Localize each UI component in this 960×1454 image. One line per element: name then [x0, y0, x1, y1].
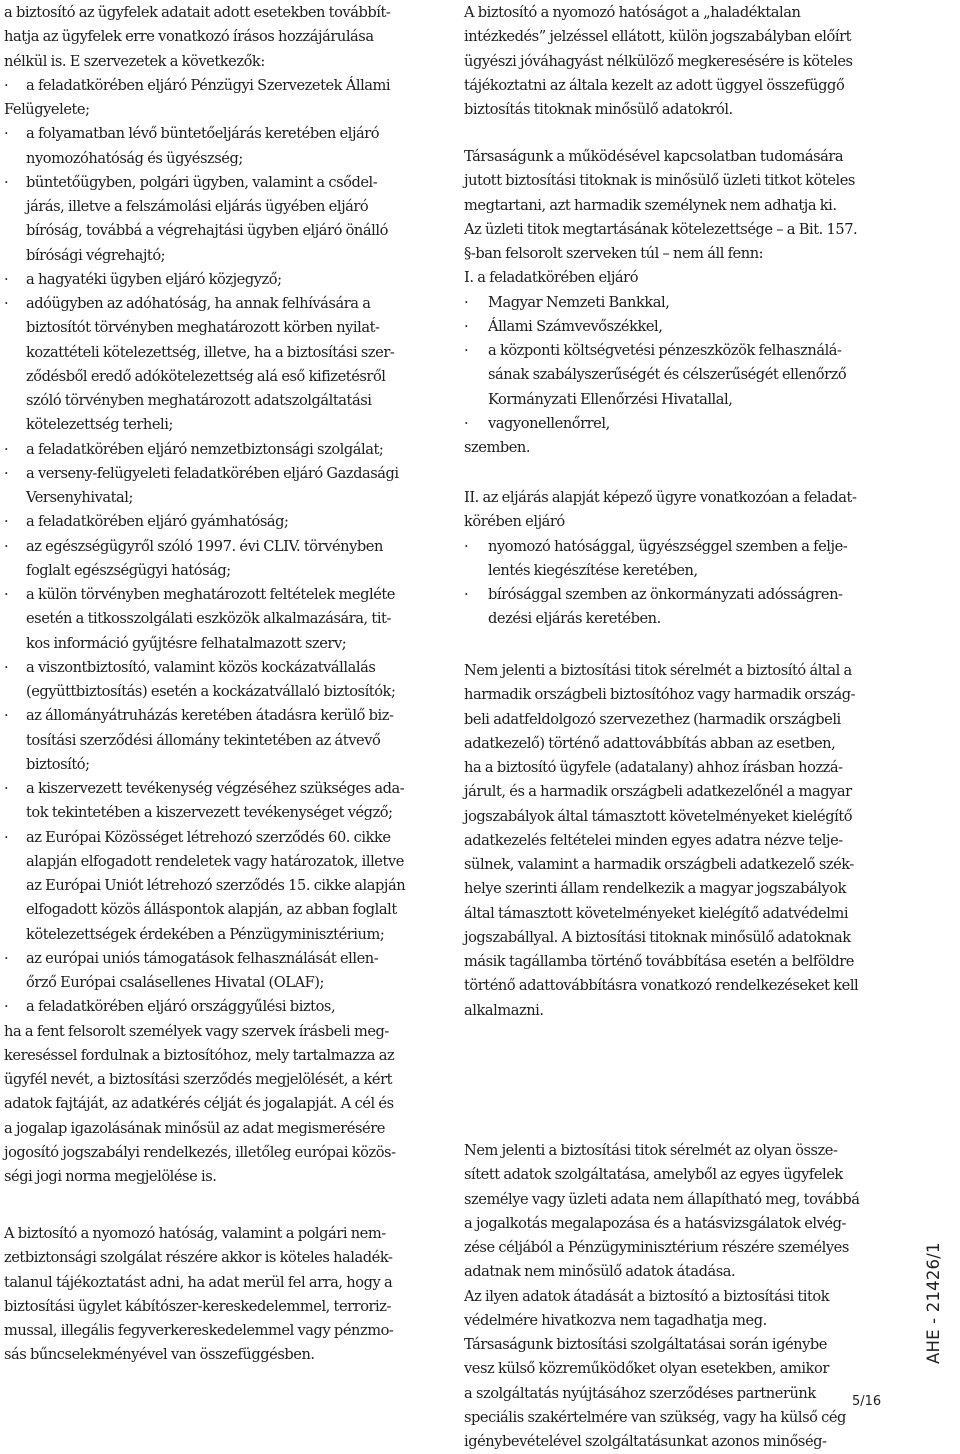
page-number: 5/16	[852, 1394, 882, 1409]
right-line: adatkezelés feltételei minden egyes adatra nézve telje-	[464, 831, 843, 849]
right-line: zése céljából a Pénzügyminisztérium részére személyes	[464, 1239, 849, 1256]
document-code: AHE - 21426/1	[924, 1242, 943, 1364]
right-line: személye vagy üzleti adata nem állapítható meg, továbbá	[464, 1190, 860, 1208]
left-line: Felügyelete;	[4, 101, 90, 118]
right-line: adatnak nem minősülő adatok átadása.	[464, 1263, 736, 1281]
right-line: Nem jelenti a biztosítási titok sérelmét a biztosító által a	[464, 662, 852, 679]
left-line: biztosító;	[26, 755, 90, 773]
right-line: helye szerinti állam rendelkezik a magyar jogszabályok	[464, 880, 847, 898]
right-line: II. az eljárás alapját képező ügyre vonatkozóan a feladat-	[464, 489, 857, 506]
right-line: §-ban felsorolt szerveken túl – nem áll fenn:	[464, 245, 764, 262]
right-line: járult, és a harmadik országbeli adatkezelőnél a magyar	[464, 783, 852, 801]
left-line: sás bűncselekményével van összefüggésben.	[4, 1346, 315, 1364]
left-line: · a feladatkörében eljáró nemzetbiztonsági szolgálat;	[4, 438, 383, 462]
left-line: zetbiztonsági szolgálat részére akkor is köteles haladék-	[4, 1249, 393, 1267]
right-line: védelmére hivatkozva nem tagadhatja meg.	[464, 1311, 767, 1329]
left-line: bíróság, továbbá a végrehajtási ügyben eljáró önálló	[26, 222, 388, 240]
left-line: · a feladatkörében eljáró gyámhatóság;	[4, 510, 288, 534]
right-line: másik tagállamba történő továbbítása esetén a belföldre	[464, 953, 854, 970]
right-line: Nem jelenti a biztosítási titok sérelmét az olyan össze-	[464, 1142, 838, 1159]
left-line: ügyfél nevét, a biztosítási szerződés megjelölését, a kért	[4, 1071, 393, 1088]
left-line: · büntetőügyben, polgári ügyben, valamint a csődel-	[4, 171, 377, 195]
right-line: történő adattovábbításra vonatkozó rendelkezéseket kell	[464, 977, 859, 995]
left-line: · a folyamatban lévő büntetőeljárás keretében eljáró	[4, 122, 379, 146]
right-line: sülnek, valamint a harmadik országbeli adatkezelő szék-	[464, 856, 854, 873]
left-line: foglalt egészségügyi hatóság;	[26, 561, 231, 579]
left-line: (együttbiztosítás) esetén a kockázatvállaló biztosítók;	[26, 683, 396, 700]
left-line: hatja az ügyfelek erre vonatkozó írásos hozzájárulása	[4, 28, 374, 46]
right-line: igénybevételével szolgáltatásunkat azonos minőség-	[464, 1433, 827, 1450]
left-line: a jogalap igazolásának minősül az adat megismerésére	[4, 1119, 385, 1137]
right-line: jutott biztosítási titoknak is minősülő üzleti titkot köteles	[464, 172, 855, 190]
right-line: · bírósággal szemben az önkormányzati adósságren-	[464, 583, 843, 607]
left-line: szóló törvényben meghatározott adatszolgáltatási	[26, 392, 372, 409]
right-line: beli adatfeldolgozó szervezethez (harmadik országbeli	[464, 710, 841, 728]
left-line: tok tekintetében a kiszervezett tevékenységet végző;	[26, 804, 393, 822]
right-line: speciális szakértelmére van szükség, vagy ha külső cég	[464, 1408, 846, 1426]
left-line: tosítási szerződési állomány tekintetében az átvevő	[26, 731, 381, 749]
left-line: a biztosító az ügyfelek adatait adott esetekben továbbít-	[4, 4, 391, 21]
right-line: · Magyar Nemzeti Bankkal,	[464, 291, 669, 315]
left-line: · az európai uniós támogatások felhasználását ellen-	[4, 947, 378, 971]
left-line: ségi jogi norma megjelölése is.	[4, 1168, 217, 1185]
right-line: jogszabályok által támasztott követelményeket kielégítő	[464, 807, 853, 825]
left-line: őrző Európai csalásellenes Hivatal (OLAF);	[26, 974, 324, 991]
right-line: Társaságunk a működésével kapcsolatban tudomására	[464, 148, 844, 165]
right-line: által támasztott követelményeket kielégítő adatvédelmi	[464, 904, 849, 922]
left-line: · az Európai Közösséget létrehozó szerződés 60. cikke	[4, 826, 391, 850]
left-line: biztosítási ügylet kábítószer-kereskedelemmel, terroriz-	[4, 1297, 391, 1315]
left-line: esetén a titkosszolgálati eszközök alkalmazására, tit-	[26, 610, 391, 628]
right-line: · Állami Számvevőszékkel,	[464, 315, 662, 339]
left-line: bírósági végrehajtó;	[26, 246, 166, 264]
left-line: · a hagyatéki ügyben eljáró közjegyző;	[4, 268, 282, 292]
left-line: kozattételi kötelezettség, illetve, ha a biztosítási szer-	[26, 343, 395, 361]
left-line: jogosító jogszabályi rendelkezés, illetőleg európai közös-	[4, 1143, 396, 1161]
right-line: jogszabállyal. A biztosítási titoknak minősülő adatoknak	[464, 928, 851, 946]
right-line: sített adatok szolgáltatása, amelyből az egyes ügyfelek	[464, 1166, 843, 1184]
right-line: · a központi költségvetési pénzeszközök felhasználá-	[464, 339, 842, 363]
left-line: adatok fajtáját, az adatkérés célját és jogalapját. A cél és	[4, 1095, 394, 1113]
right-line: ha a biztosító ügyfele (adatalany) ahhoz írásban hozzá-	[464, 759, 843, 776]
right-line: a szolgáltatás nyújtásához szerződéses partnerünk	[464, 1384, 816, 1402]
left-line: · a viszontbiztosító, valamint közös kockázatvállalás	[4, 656, 375, 680]
right-line: · vagyonellenőrrel,	[464, 412, 610, 436]
right-line: dezési eljárás keretében.	[488, 610, 661, 628]
left-line: ha a fent felsorolt személyek vagy szervek írásbeli meg-	[4, 1022, 389, 1040]
left-line: · az állományátruházás keretében átadásra kerülő biz-	[4, 704, 393, 728]
left-line: · a feladatkörében eljáró országgyűlési biztos,	[4, 995, 335, 1019]
left-line: · a verseny-felügyeleti feladatkörében eljáró Gazdasági	[4, 462, 399, 486]
right-line: a jogalkotás megalapozása és a hatásvizsgálatok elvég-	[464, 1214, 846, 1232]
left-line: · adóügyben az adóhatóság, ha annak felhívására a	[4, 292, 370, 316]
left-line: elfogadott közös álláspontok alapján, az abban foglalt	[26, 901, 397, 919]
right-line: adatkezelő) történő adattovábbítás abban az esetben,	[464, 734, 836, 752]
right-line: Társaságunk biztosítási szolgáltatásai során igénybe	[464, 1336, 827, 1353]
left-line: kötelezettség terheli;	[26, 416, 173, 434]
right-line: ügyészi jóváhagyást nélkülöző megkeresésére is köteles	[464, 52, 853, 70]
right-line: szemben.	[464, 439, 531, 456]
right-line: intézkedés” jelzéssel ellátott, külön jogszabályban előírt	[464, 28, 852, 46]
right-line: I. a feladatkörében eljáró	[464, 269, 639, 287]
left-line: mussal, illegális fegyverkereskedelemmel vagy pénzmo-	[4, 1322, 394, 1339]
right-line: A biztosító a nyomozó hatóságot a „haladéktalan	[464, 4, 801, 21]
left-line: talanul tájékoztatást adni, ha adat merül fel arra, hogy a	[4, 1273, 393, 1291]
right-line: vesz külső közreműködőket olyan esetekben, amikor	[464, 1360, 829, 1378]
left-line: kötelezettségek érdekében a Pénzügyminisztérium;	[26, 925, 385, 943]
left-line: kereséssel fordulnak a biztosítóhoz, mely tartalmazza az	[4, 1046, 395, 1064]
right-line: tájékoztatni az általa kezelt az adott üggyel összefüggő	[464, 76, 845, 94]
left-line: nélkül is. E szervezetek a következők:	[4, 52, 265, 70]
left-line: kos információ gyűjtésre felhatalmazott szerv;	[26, 634, 347, 652]
left-line: · a külön törvényben meghatározott feltételek megléte	[4, 583, 395, 607]
right-line: harmadik országbeli biztosítóhoz vagy harmadik ország-	[464, 686, 856, 704]
right-line: · nyomozó hatósággal, ügyészséggel szemben a felje-	[464, 535, 847, 559]
right-line: körében eljáró	[464, 513, 565, 531]
left-line: ződésből eredő adókötelezettség alá eső kifizetésről	[26, 367, 386, 385]
right-line: megtartani, azt harmadik személynek nem adhatja ki.	[464, 196, 837, 214]
right-line: lentés kiegészítése keretében,	[488, 561, 698, 579]
left-line: nyomozóhatóság és ügyészség;	[26, 149, 243, 167]
right-line: Kormányzati Ellenőrzési Hivatallal,	[488, 390, 733, 408]
left-line: · az egészségügyről szóló 1997. évi CLIV. törvényben	[4, 535, 383, 559]
left-line: · a kiszervezett tevékenység végzéséhez szükséges ada-	[4, 777, 404, 801]
left-line: járás, illetve a felszámolási eljárás ügyében eljáró	[26, 198, 369, 215]
right-line: Az ilyen adatok átadását a biztosító a biztosítási titok	[464, 1287, 830, 1305]
right-line: biztosítás titoknak minősülő adatokról.	[464, 101, 733, 118]
left-line: Versenyhivatal;	[26, 489, 133, 506]
right-line: sának szabályszerűségét és célszerűségét ellenőrző	[488, 366, 847, 384]
right-line: Az üzleti titok megtartásának kötelezettsége – a Bit. 157.	[464, 220, 858, 238]
left-line: · a feladatkörében eljáró Pénzügyi Szervezetek Állami	[4, 74, 390, 98]
right-line: alkalmazni.	[464, 1001, 544, 1019]
left-line: A biztosító a nyomozó hatóság, valamint a polgári nem-	[4, 1225, 386, 1242]
left-line: biztosítót törvényben meghatározott körben nyilat-	[26, 319, 380, 337]
left-line: alapján elfogadott rendeletek vagy határozatok, illetve	[26, 852, 404, 870]
left-line: az Európai Uniót létrehozó szerződés 15. cikke alapján	[26, 877, 406, 894]
